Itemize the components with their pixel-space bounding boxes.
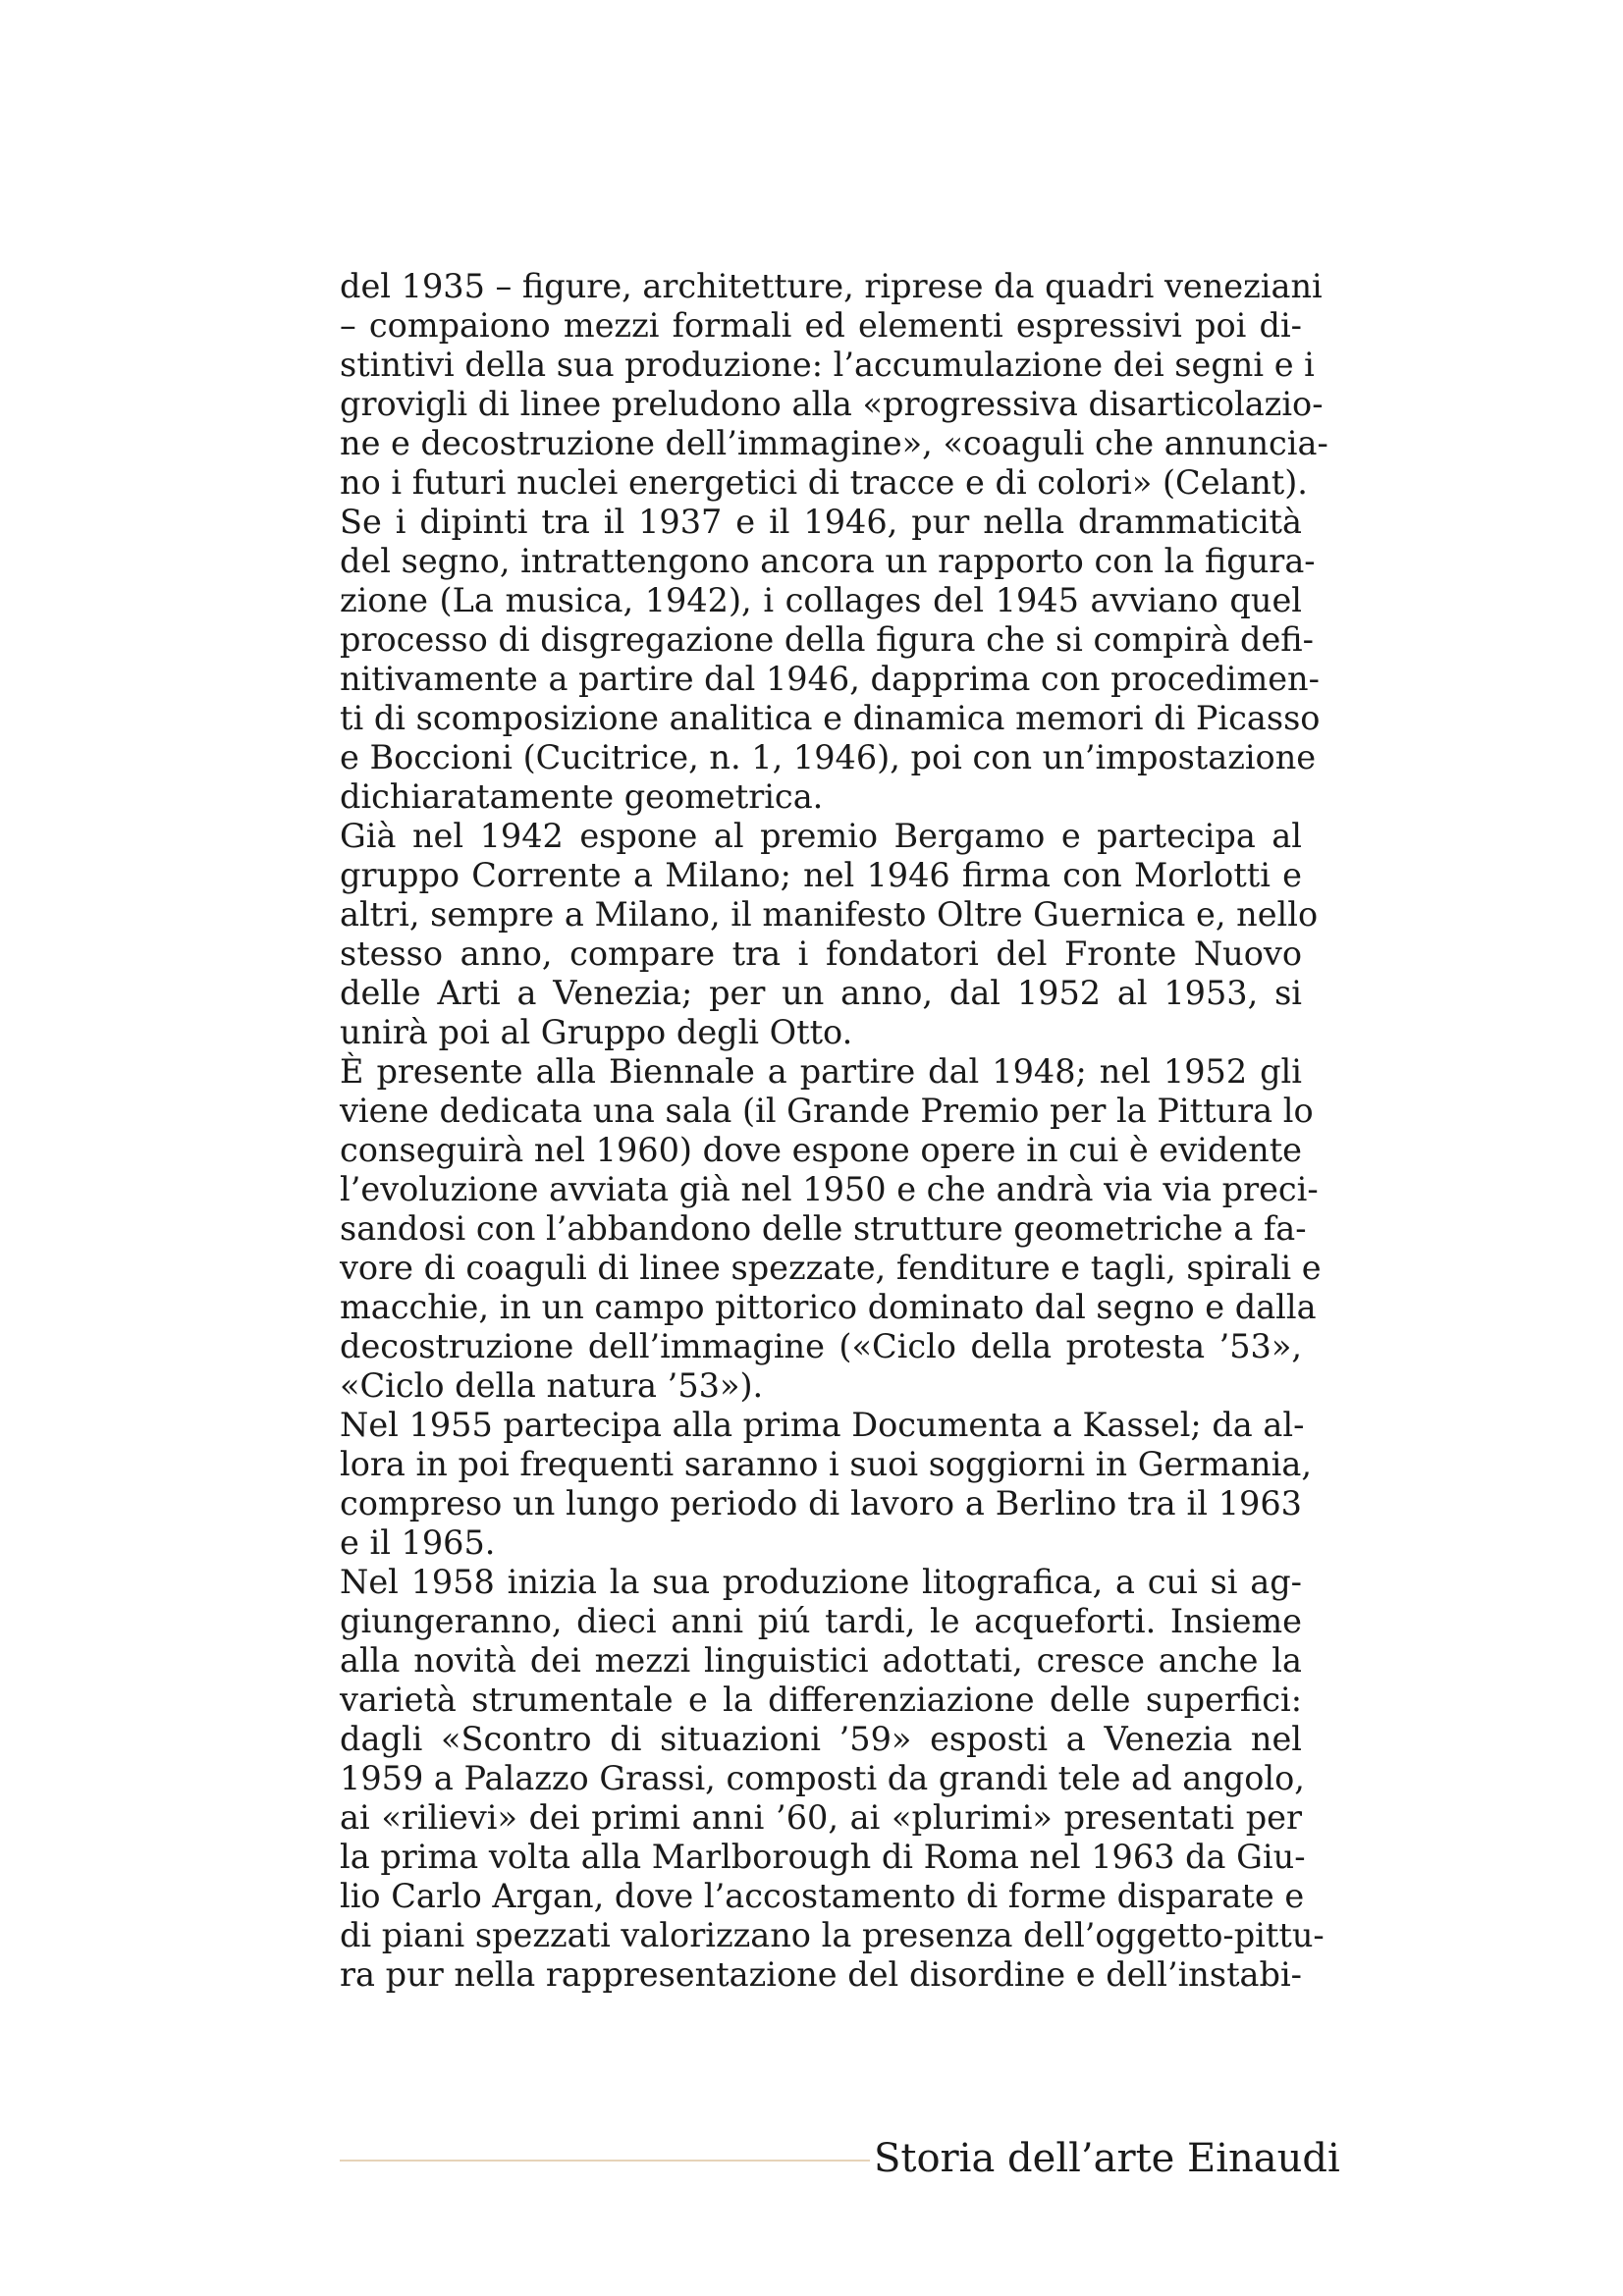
- text-line: viene dedicata una sala (il Grande Premio per la Pittura lo: [340, 1092, 1314, 1130]
- text-line: delle Arti a Venezia; per un anno, dal 1952 al 1953, si: [340, 974, 1302, 1012]
- text-line: ne e decostruzione dell’immagine», «coaguli che annuncia-: [340, 424, 1328, 462]
- text-line: la prima volta alla Marlborough di Roma nel 1963 da Giu-: [340, 1838, 1306, 1876]
- text-line: dichiaratamente geometrica.: [340, 777, 824, 816]
- text-line: di piani spezzati valorizzano la presenza dell’oggetto-pittu-: [340, 1916, 1325, 1954]
- text-line: – compaiono mezzi formali ed elementi espressivi poi di-: [340, 306, 1302, 345]
- text-line: dagli «Scontro di situazioni ’59» esposti a Venezia nel: [340, 1720, 1302, 1758]
- text-line: processo di disgregazione della figura che si compirà defi-: [340, 620, 1314, 659]
- text-line: Nel 1955 partecipa alla prima Documenta a Kassel; da al-: [340, 1406, 1305, 1444]
- text-line: e Boccioni (Cucitrice, n. 1, 1946), poi con un’impostazione: [340, 738, 1317, 776]
- text-line: ra pur nella rappresentazione del disordine e dell’instabi-: [340, 1955, 1302, 1994]
- text-line: nitivamente a partire dal 1946, dapprima con procedimen-: [340, 660, 1320, 698]
- text-line: no i futuri nuclei energetici di tracce e di colori» (Celant).: [340, 463, 1308, 502]
- text-line: compreso un lungo periodo di lavoro a Berlino tra il 1963: [340, 1484, 1302, 1522]
- text-line: unirà poi al Gruppo degli Otto.: [340, 1013, 853, 1051]
- text-line: stesso anno, compare tra i fondatori del Fronte Nuovo: [340, 934, 1302, 973]
- text-line: grovigli di linee preludono alla «progressiva disarticolazio-: [340, 385, 1324, 423]
- text-line: altri, sempre a Milano, il manifesto Oltre Guernica e, nello: [340, 895, 1319, 934]
- text-line: e il 1965.: [340, 1523, 496, 1562]
- text-line: macchie, in un campo pittorico dominato dal segno e dalla: [340, 1288, 1317, 1326]
- text-line: lio Carlo Argan, dove l’accostamento di forme disparate e: [340, 1877, 1305, 1915]
- text-line: stintivi della sua produzione: l’accumulazione dei segni e i: [340, 346, 1315, 384]
- text-line: vore di coaguli di linee spezzate, fenditure e tagli, spirali e: [340, 1249, 1322, 1287]
- text-line: gruppo Corrente a Milano; nel 1946 firma con Morlotti e: [340, 856, 1302, 894]
- text-line: del segno, intrattengono ancora un rapporto con la figura-: [340, 542, 1316, 580]
- text-line: ti di scomposizione analitica e dinamica memori di Picasso: [340, 699, 1321, 737]
- text-line: Nel 1958 inizia la sua produzione litografica, a cui si ag-: [340, 1563, 1302, 1601]
- text-line: lora in poi frequenti saranno i suoi soggiorni in Germania,: [340, 1445, 1312, 1483]
- text-line: «Ciclo della natura ’53»).: [340, 1366, 764, 1405]
- text-line: ai «rilievi» dei primi anni ’60, ai «plurimi» presentati per: [340, 1798, 1302, 1837]
- text-line: giungeranno, dieci anni piú tardi, le acqueforti. Insieme: [340, 1602, 1302, 1640]
- footer-publisher: Storia dell’arte Einaudi: [874, 2136, 1340, 2181]
- text-line: sandosi con l’abbandono delle strutture geometriche a fa-: [340, 1209, 1307, 1248]
- text-line: È presente alla Biennale a partire dal 1948; nel 1952 gli: [340, 1052, 1302, 1091]
- body-text: [340, 267, 1328, 1995]
- text-line: 1959 a Palazzo Grassi, composti da grandi tele ad angolo,: [340, 1759, 1305, 1797]
- text-line: Già nel 1942 espone al premio Bergamo e partecipa al: [340, 817, 1302, 855]
- text-line: decostruzione dell’immagine («Ciclo della protesta ’53»,: [340, 1327, 1302, 1365]
- text-line: zione (La musica, 1942), i collages del 1945 avviano quel: [340, 581, 1302, 619]
- text-line: Se i dipinti tra il 1937 e il 1946, pur nella drammaticità: [340, 503, 1302, 541]
- text-line: l’evoluzione avviata già nel 1950 e che andrà via via preci-: [340, 1170, 1319, 1208]
- text-line: del 1935 – figure, architetture, riprese da quadri veneziani: [340, 267, 1323, 305]
- text-line: conseguirà nel 1960) dove espone opere in cui è evidente: [340, 1131, 1302, 1169]
- footer-rule: [340, 2160, 870, 2162]
- text-line: alla novità dei mezzi linguistici adottati, cresce anche la: [340, 1641, 1302, 1680]
- text-line: varietà strumentale e la differenziazione delle superfici:: [340, 1681, 1302, 1719]
